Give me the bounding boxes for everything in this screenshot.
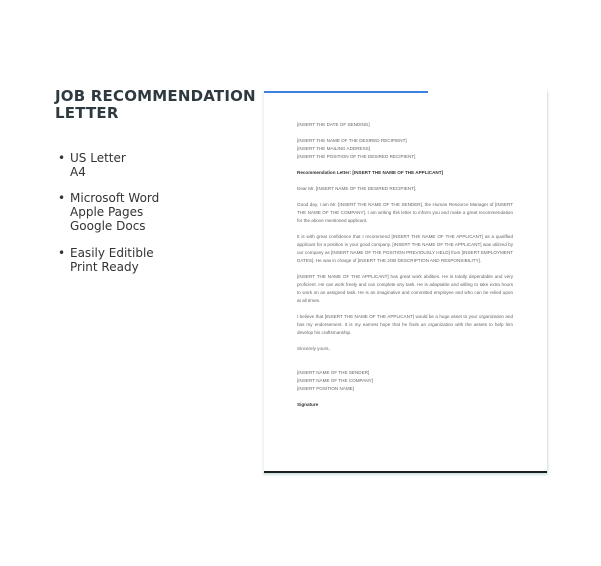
feature-group-formats <box>58 191 159 233</box>
bullet-icon: • <box>58 151 66 165</box>
sender-line: [INSERT POSITION NAME] <box>297 386 355 391</box>
bullet-icon: • <box>58 246 66 260</box>
feature-item: Apple Pages <box>70 205 144 219</box>
recipient-line: [INSERT THE POSITION OF THE DESIRED RECIPIENT] <box>297 154 416 159</box>
letter-paragraph: It is with great confidence that I recommend [INSERT THE NAME OF THE APPLICANT] as a qualified applicant for a position in your good company. [INSERT THE NAME OF THE APPLICANT] was utilized by our company as [INSERT NAME OF THE POSITION PREVIOUSLY HELD] from [INSERT EMPLOYMENT DATES]. He was in charge of [INSERT THE JOB DESCRIPTION AND RESPONSIBILITY]. <box>297 234 513 263</box>
recipient-line: [INSERT THE NAME OF THE DESIRED RECIPIENT] <box>297 138 407 143</box>
feature-item: Easily Editible <box>70 246 154 260</box>
letter-body <box>297 121 513 417</box>
bullet-icon: • <box>58 191 66 205</box>
feature-item: US Letter <box>70 151 126 165</box>
letter-salutation: Dear Mr. [INSERT NAME OF THE DESIRED RECIPIENT], <box>297 186 417 191</box>
feature-item: Microsoft Word <box>70 191 160 205</box>
accent-line <box>264 91 428 93</box>
letter-date: [INSERT THE DATE OF SENDING] <box>297 122 370 127</box>
recipient-line: [INSERT THE MAILING ADDRESS] <box>297 146 371 151</box>
title-line: LETTER <box>55 104 119 122</box>
letter-closing: Sincerely yours, <box>297 346 330 351</box>
recipient-block <box>297 137 513 161</box>
feature-item: Print Ready <box>70 260 139 274</box>
title-line: JOB RECOMMENDATION <box>55 87 256 105</box>
letter-subject: Recommendation Letter: [INSERT THE NAME OF THE APPLICANT] <box>297 170 444 175</box>
letter-paragraph: [INSERT THE NAME OF THE APPLICANT] has great work abilities. He is totally dependable and very proficient. He can work freely and can complete any task. He is adaptable and willing to take extra hours to work on an assigned task. He is an imaginative and committed employee and who can be relied upon at all times. <box>297 274 513 303</box>
feature-item: A4 <box>70 165 86 179</box>
letter-paragraph: I believe that [INSERT THE NAME OF THE APPLICANT] would be a huge asset to your organization and has my endorsement. It is my earnest hope that he finds an organization with the assets to help him develop his craftsmanship. <box>297 314 513 335</box>
letter-page-preview <box>263 91 548 473</box>
page-title <box>55 88 256 122</box>
letter-paragraph: Good day, I am Mr. [INSERT THE NAME OF THE SENDER], the Human Resource Manager of [INSERT THE NAME OF THE COMPANY]. I am writing this letter to inform you and make a great recommendation for the above mentioned applicant. <box>297 202 513 223</box>
sender-line: [INSERT NAME OF THE COMPANY] <box>297 378 373 383</box>
feature-item: Google Docs <box>70 219 146 233</box>
signature-label: Signature <box>297 402 319 407</box>
page-bottom-border <box>264 471 547 473</box>
feature-group-qualities <box>58 246 154 274</box>
sender-block <box>297 369 513 393</box>
sender-line: [INSERT NAME OF THE SENDER] <box>297 370 370 375</box>
feature-group-sizes <box>58 151 126 179</box>
